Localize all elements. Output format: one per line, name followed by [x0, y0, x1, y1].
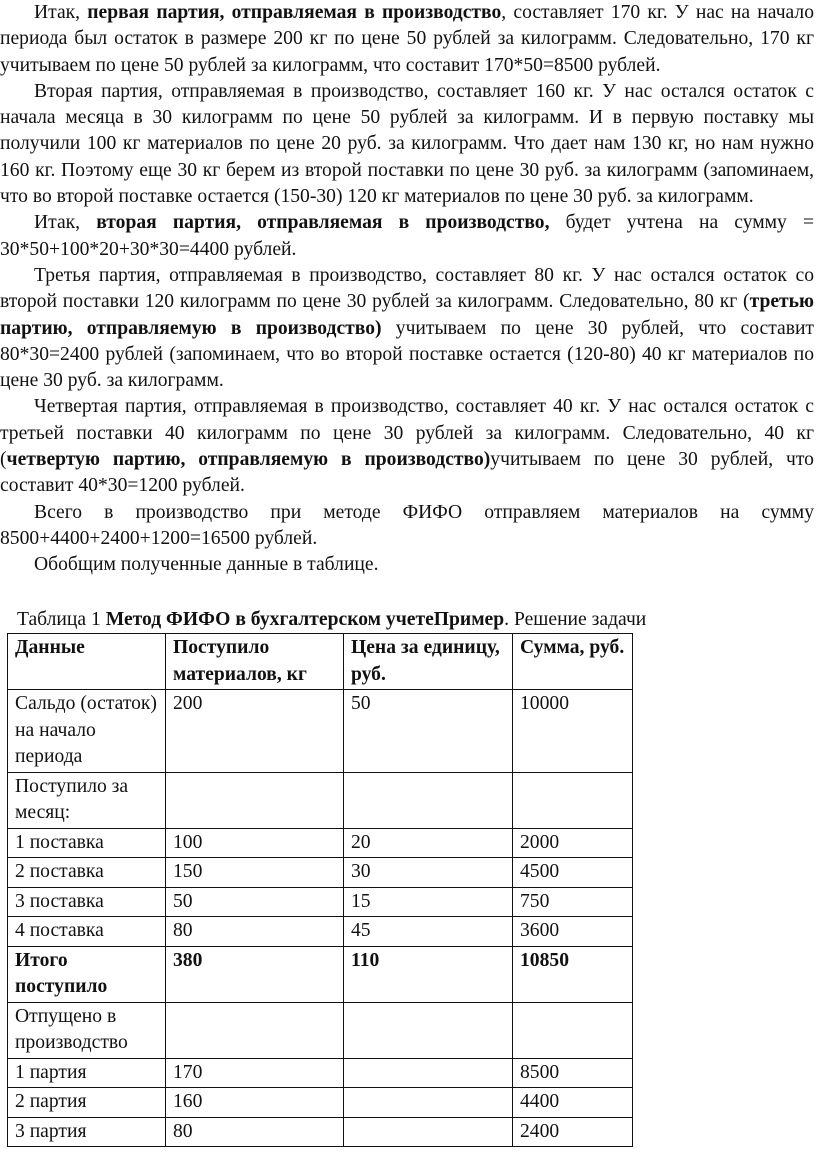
table-cell: 10850: [513, 946, 633, 1002]
header-cell: Сумма, руб.: [513, 634, 633, 690]
text-run: Итак,: [34, 212, 97, 234]
table-cell: [166, 772, 344, 828]
table-cell: 8500: [513, 1058, 633, 1088]
table-cell: Итого поступило: [8, 946, 166, 1002]
paragraph: [0, 500, 814, 553]
caption-suffix: . Решение задачи: [504, 609, 647, 630]
table-cell: [344, 1117, 513, 1147]
paragraph: [0, 263, 814, 394]
text-run: Всего в производство при методе ФИФО отправляем материалов на сумму 8500+4400+2400+1200=16500 рублей.: [0, 501, 814, 549]
paragraph: [0, 394, 814, 499]
table-cell: 150: [166, 858, 344, 888]
table-row: [8, 690, 633, 773]
table-row: [8, 887, 633, 917]
table-row: [8, 772, 633, 828]
table-cell: 160: [166, 1088, 344, 1118]
table-cell: 10000: [513, 690, 633, 773]
bold-text: первая партия, отправляемая в производство: [87, 2, 502, 23]
header-cell: Данные: [8, 634, 166, 690]
table-header-row: [8, 634, 633, 690]
caption-title: Метод ФИФО в бухгалтерском учетеПример: [105, 609, 505, 630]
table-cell: 200: [166, 690, 344, 773]
table-cell: 110: [344, 946, 513, 1002]
table-row: [8, 917, 633, 947]
table-cell: 1 поставка: [8, 828, 166, 858]
paragraph: [0, 0, 814, 79]
text-run: Вторая партия, отправляемая в производство, составляет 160 кг. У нас остался остаток с начала месяца в 30 килограмм по цене 50 рублей за килограмм. И в первую поставку мы получили 100 кг материалов по цене 20 руб. за килограмм. Что дает нам 130 кг, но нам нужно 160 кг. Поэтому еще 30 кг берем из второй поставки по цене 30 руб. за килограмм (запоминаем, что во второй поставке остается (150-30) 120 кг материалов по цене 30 руб. за килограмм.: [0, 80, 814, 208]
table-cell: [344, 772, 513, 828]
text-run: , составляет 170 кг. У нас на начало периода был остаток в размере 200 кг по цене 50 рублей за килограмм. Следовательно, 170 кг учитываем по цене 50 рублей за килограмм, что составит 170*50=8500 рублей.: [0, 2, 814, 76]
text-run: учитываем по цене 30 рублей, что составит 80*30=2400 рублей (запоминаем, что во второй поставке остается (120-80) 40 кг материалов по цене 30 руб. за килограмм.: [0, 317, 814, 392]
table-cell: [166, 1002, 344, 1058]
table-row: [8, 1058, 633, 1088]
table-cell: 2 партия: [8, 1088, 166, 1118]
table-cell: [513, 772, 633, 828]
paragraph: [0, 79, 814, 210]
table-cell: 100: [166, 828, 344, 858]
text-run: учитываем по цене 30 рублей, что составит 40*30=1200 рублей.: [0, 449, 814, 497]
text-run: Итак,: [34, 2, 88, 23]
paragraph: [0, 210, 814, 263]
bold-text: вторая партия, отправляемая в производство,: [96, 212, 550, 234]
table-cell: 4 поставка: [8, 917, 166, 947]
table-cell: 4400: [513, 1088, 633, 1118]
table-cell: [513, 1002, 633, 1058]
table-cell: 80: [166, 1117, 344, 1147]
table-cell: 20: [344, 828, 513, 858]
bold-text: третью партию, отправляемую в производство): [0, 291, 814, 339]
table-cell: 15: [344, 887, 513, 917]
table-cell: 3600: [513, 917, 633, 947]
fifo-table: [7, 633, 633, 1147]
table-cell: Поступило за месяц:: [8, 772, 166, 828]
table-cell: 2400: [513, 1117, 633, 1147]
table-row: [8, 828, 633, 858]
table-cell: 50: [344, 690, 513, 773]
table-cell: 2 поставка: [8, 858, 166, 888]
table-cell: 45: [344, 917, 513, 947]
table-cell: 3 поставка: [8, 887, 166, 917]
table-cell: 2000: [513, 828, 633, 858]
table-cell: 750: [513, 887, 633, 917]
paragraph: [0, 552, 814, 578]
table-cell: [344, 1002, 513, 1058]
table-cell: 1 партия: [8, 1058, 166, 1088]
bold-text: четвертую партию, отправляемую в производство): [6, 449, 491, 471]
table-caption: [17, 607, 646, 633]
text-body: [0, 0, 816, 579]
table-row: [8, 946, 633, 1002]
table-cell: 4500: [513, 858, 633, 888]
text-run: Обобщим полученные данные в таблице.: [34, 554, 379, 576]
table-cell: 80: [166, 917, 344, 947]
text-run: Четвертая партия, отправляемая в производство, составляет 40 кг. У нас остался остаток с третьей поставки 40 килограмм по цене 30 рублей за килограмм. Следовательно, 40 кг (: [0, 396, 814, 471]
table-cell: Отпущено в производство: [8, 1002, 166, 1058]
table-row: [8, 858, 633, 888]
table-row: [8, 1002, 633, 1058]
header-cell: Поступило материалов, кг: [166, 634, 344, 690]
table-cell: Сальдо (остаток) на начало периода: [8, 690, 166, 773]
table-cell: [344, 1058, 513, 1088]
caption-prefix: Таблица 1: [17, 609, 106, 630]
table-cell: 380: [166, 946, 344, 1002]
table-cell: 170: [166, 1058, 344, 1088]
table-body: [8, 634, 633, 1147]
table-cell: 3 партия: [8, 1117, 166, 1147]
text-run: будет учтена на сумму = 30*50+100*20+30*30=4400 рублей.: [0, 212, 814, 260]
header-cell: Цена за единицу, руб.: [344, 634, 513, 690]
table-cell: 50: [166, 887, 344, 917]
table-cell: 30: [344, 858, 513, 888]
table-row: [8, 1088, 633, 1118]
text-run: Третья партия, отправляемая в производство, составляет 80 кг. У нас остался остаток со второй поставки 120 килограмм по цене 30 рублей за килограмм. Следовательно, 80 кг (: [0, 264, 814, 313]
table-row: [8, 1117, 633, 1147]
table-cell: [344, 1088, 513, 1118]
